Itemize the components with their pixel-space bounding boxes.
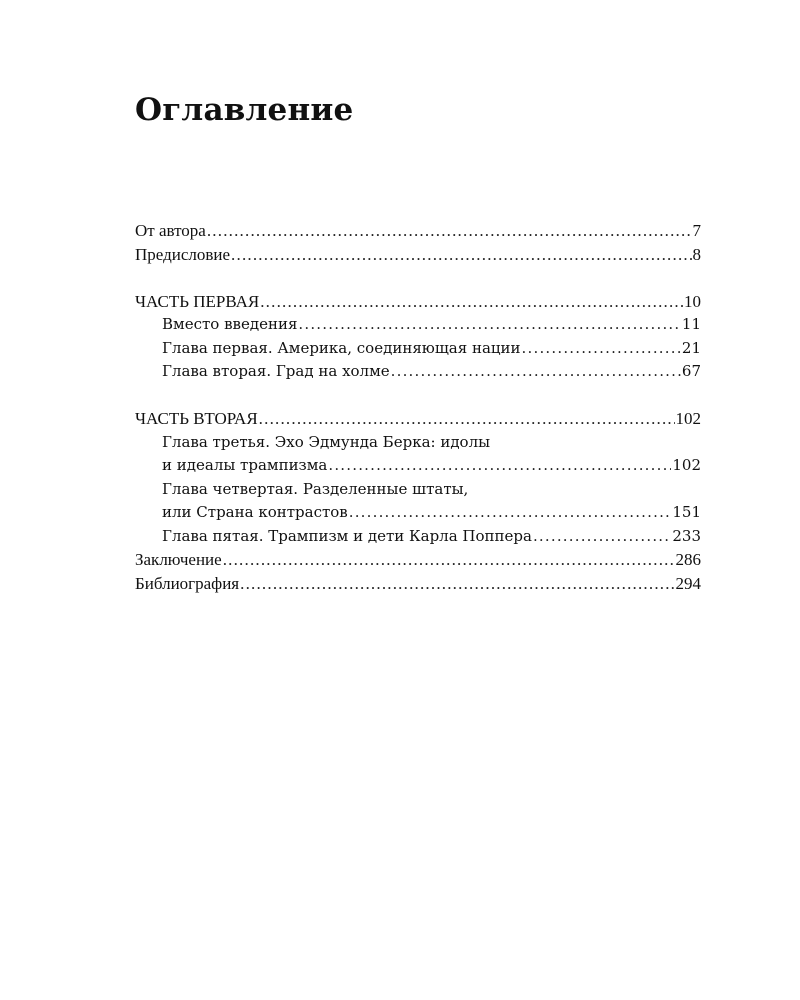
toc-leader-dots bbox=[240, 572, 674, 596]
toc-entry-instead-intro[interactable] bbox=[135, 313, 701, 337]
toc-spacer bbox=[135, 384, 701, 408]
toc-entry-label: Глава первая. Америка, соединяющая нации bbox=[162, 338, 521, 357]
toc-entry-page: 8 bbox=[692, 244, 701, 264]
toc-entry-chapter-3[interactable] bbox=[135, 454, 701, 478]
toc-leader-dots bbox=[298, 313, 681, 337]
toc-entry-chapter-4-line1[interactable]: Глава четвертая. Разделенные штаты, bbox=[162, 479, 469, 498]
toc-entry-label: Предисловие bbox=[135, 244, 231, 264]
toc-entry-page: 102 bbox=[675, 409, 701, 428]
toc-entry-chapter-4[interactable] bbox=[135, 501, 701, 525]
toc-entry-part1[interactable] bbox=[135, 290, 701, 314]
toc-entry-label: Глава пятая. Трампизм и дети Карла Поппера bbox=[162, 526, 532, 545]
toc-entry-page: 151 bbox=[672, 503, 701, 521]
toc-entry-page: 286 bbox=[675, 550, 701, 569]
toc-entry-bibliography[interactable] bbox=[135, 572, 701, 596]
toc-entry-chapter-1[interactable] bbox=[135, 337, 701, 361]
toc-entry-page: 10 bbox=[684, 291, 701, 311]
toc-entry-label: и идеалы трампизма bbox=[162, 456, 328, 474]
toc-entry-part2[interactable] bbox=[135, 407, 701, 431]
toc-entry-page: 102 bbox=[672, 456, 701, 474]
toc-leader-dots bbox=[349, 501, 672, 525]
toc-list bbox=[135, 219, 701, 595]
toc-entry-chapter-5[interactable] bbox=[135, 525, 701, 549]
toc-leader-dots bbox=[391, 360, 681, 384]
toc-leader-dots bbox=[259, 407, 675, 431]
toc-entry-page: 21 bbox=[681, 338, 701, 357]
toc-entry-page: 233 bbox=[672, 526, 701, 545]
toc-entry-chapter-2[interactable] bbox=[135, 360, 701, 384]
toc-entry-author[interactable] bbox=[135, 219, 701, 243]
toc-leader-dots bbox=[533, 525, 671, 549]
toc-spacer bbox=[135, 266, 701, 290]
toc-entry-label: Библиография bbox=[135, 573, 240, 593]
toc-entry-label: Вместо введения bbox=[162, 315, 298, 333]
toc-entry-preface[interactable] bbox=[135, 243, 701, 267]
toc-entry-chapter-3-line1[interactable]: Глава третья. Эхо Эдмунда Берка: идолы bbox=[162, 432, 491, 451]
toc-entry-label: От автора bbox=[135, 221, 206, 240]
toc-leader-dots bbox=[223, 548, 675, 572]
toc-entry-conclusion[interactable] bbox=[135, 548, 701, 572]
toc-entry-page: 7 bbox=[692, 221, 701, 240]
toc-entry-page: 67 bbox=[681, 362, 701, 380]
page-title: Оглавление bbox=[135, 92, 354, 128]
toc-leader-dots bbox=[207, 219, 692, 243]
toc-leader-dots bbox=[328, 454, 671, 478]
toc-entry-label: ЧАСТЬ ВТОРАЯ bbox=[135, 409, 258, 428]
toc-leader-dots bbox=[231, 243, 691, 267]
toc-entry-label: Заключение bbox=[135, 550, 222, 569]
toc-leader-dots bbox=[522, 337, 681, 361]
toc-entry-page: 294 bbox=[675, 573, 701, 593]
toc-entry-label: или Страна контрастов bbox=[162, 503, 348, 521]
toc-entry-label: Глава вторая. Град на холме bbox=[162, 362, 390, 380]
toc-entry-label: ЧАСТЬ ПЕРВАЯ bbox=[135, 291, 260, 311]
toc-leader-dots bbox=[260, 290, 683, 314]
toc-entry-page: 11 bbox=[681, 315, 701, 333]
